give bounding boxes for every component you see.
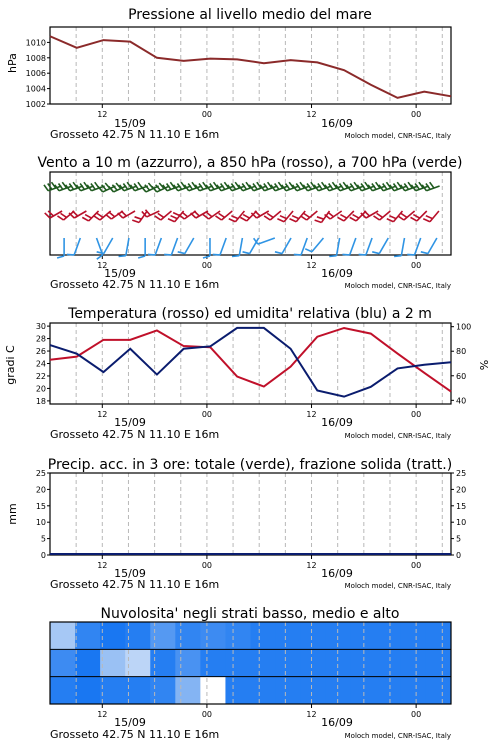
precip-ytick-label-right: 10 — [456, 518, 467, 528]
wind-barb-feather — [231, 216, 238, 219]
temp-frame — [50, 323, 451, 404]
wind-barb-feather — [213, 254, 220, 255]
wind-barb-feather — [164, 254, 171, 255]
wind-barb-feather — [377, 213, 383, 217]
wind-barb-feather — [182, 212, 188, 217]
wind-barb-700-hpa — [422, 182, 439, 191]
temp-xtick-label: 00 — [201, 410, 213, 419]
cloud-cell-basso — [301, 677, 327, 704]
cloud-cell-medio — [251, 649, 277, 676]
temp-ylabel: gradi C — [4, 345, 17, 385]
wind-barb-10-m — [294, 238, 307, 255]
cloud-cell-medio — [326, 649, 352, 676]
cloud-cell-alto — [75, 622, 101, 649]
cloud-location: Grosseto 42.75 N 11.10 E 16m — [50, 728, 220, 741]
cloud-cell-medio — [175, 649, 201, 676]
wind-barb-shaft — [415, 238, 421, 255]
cloud-cell-basso — [426, 677, 452, 704]
humidity-ytick-label: 60 — [456, 371, 467, 381]
wind-barb-feather — [203, 256, 210, 258]
temp-credit: Moloch model, CNR-ISAC, Italy — [344, 432, 451, 440]
temp-xtick-label: 12 — [306, 410, 317, 419]
wind-barb-shaft — [312, 238, 324, 252]
humidity-ytick-label: 40 — [456, 396, 467, 406]
humidity-ylabel: % — [478, 359, 491, 371]
wind-barb-feather — [203, 214, 209, 219]
temp-xtick-label: 12 — [97, 410, 108, 419]
cloud-cell-basso — [225, 677, 251, 704]
wind-location: Grosseto 42.75 N 11.10 E 16m — [50, 278, 220, 291]
temp-date-1: 15/09 — [114, 416, 146, 429]
wind-barb-feather — [329, 256, 336, 257]
cloud-title: Nuvolosita' negli strati basso, medio e alto — [100, 606, 400, 622]
wind-barb-feather — [135, 217, 142, 219]
wind-barb-feather — [44, 185, 48, 191]
wind-barb-feather — [158, 213, 164, 217]
precip-location: Grosseto 42.75 N 11.10 E 16m — [50, 578, 220, 591]
cloud-cell-basso — [276, 677, 302, 704]
wind-barb-shaft — [185, 238, 194, 254]
wind-xtick-label: 12 — [97, 261, 108, 270]
wind-barb-feather — [48, 211, 53, 216]
wind-barb-feather — [374, 216, 380, 220]
wind-barb-feather — [423, 219, 430, 222]
pressure-xtick-label: 12 — [306, 110, 317, 119]
wind-date-2: 16/09 — [321, 267, 353, 280]
cloud-cell-alto — [150, 622, 176, 649]
cloud-cell-basso — [401, 677, 427, 704]
wind-barb-10-m — [178, 238, 194, 254]
precip-ytick-label: 0 — [40, 551, 46, 560]
cloud-cell-basso — [150, 677, 176, 704]
wind-barb-10-m — [164, 238, 177, 255]
cloud-cell-alto — [301, 622, 327, 649]
wind-barb-shaft — [171, 238, 177, 255]
wind-barb-10-m — [372, 238, 388, 254]
wind-barb-shaft — [220, 238, 226, 255]
wind-barb-feather — [340, 215, 346, 219]
wind-barb-10-m — [305, 238, 323, 252]
wind-barb-feather — [407, 254, 414, 255]
wind-barb-feather — [359, 254, 366, 255]
wind-barb-feather — [401, 213, 407, 217]
precip-xtick-label: 00 — [201, 561, 213, 570]
wind-barb-shaft — [155, 238, 161, 255]
wind-barb-10-m — [359, 238, 372, 255]
cloud-cell-medio — [100, 649, 126, 676]
wind-barb-850-hpa — [132, 211, 147, 222]
precip-ytick-label: 15 — [35, 501, 46, 511]
wind-barb-10-m — [329, 238, 339, 256]
cloud-cell-alto — [326, 622, 352, 649]
wind-barb-feather — [426, 216, 433, 219]
wind-barb-feather — [194, 211, 199, 216]
precip-ytick-label-right: 20 — [456, 485, 467, 495]
pressure-ylabel: hPa — [6, 53, 19, 73]
wind-barb-shaft — [337, 238, 340, 256]
pressure-frame — [50, 27, 451, 104]
wind-barb-feather — [67, 254, 74, 255]
wind-barb-shaft — [235, 211, 244, 222]
wind-credit: Moloch model, CNR-ISAC, Italy — [344, 282, 451, 290]
temp-plot — [36, 322, 471, 419]
wind-barb-feather — [61, 213, 67, 217]
wind-barb-feather — [277, 219, 284, 222]
wind-barb-feather — [430, 182, 434, 188]
wind-barb-10-m — [407, 238, 420, 255]
pressure-location: Grosseto 42.75 N 11.10 E 16m — [50, 128, 220, 141]
wind-barb-feather — [301, 216, 307, 220]
precip-xtick-label: 12 — [306, 561, 317, 570]
wind-barb-10-m — [67, 238, 80, 255]
wind-barb-shaft — [428, 238, 437, 254]
cloud-cell-basso — [50, 677, 76, 704]
pressure-ytick-label: 1002 — [25, 100, 46, 109]
cloud-cell-basso — [200, 677, 226, 704]
temp-ytick-label: 30 — [35, 322, 46, 332]
cloud-xtick-label: 00 — [201, 710, 213, 719]
cloud-cell-alto — [125, 622, 151, 649]
wind-barb-feather — [82, 217, 88, 221]
precip-title: Precip. acc. in 3 ore: totale (verde), frazione solida (tratt.) — [47, 457, 453, 473]
cloud-cell-medio — [50, 649, 76, 676]
cloud-cell-alto — [401, 622, 427, 649]
wind-barb-feather — [57, 256, 64, 258]
precip-ytick-label-right: 15 — [456, 501, 467, 511]
wind-barb-shaft — [104, 238, 113, 254]
wind-barb-feather — [168, 219, 175, 222]
cloud-cell-alto — [426, 622, 452, 649]
wind-barb-feather — [138, 256, 145, 258]
cloud-cell-basso — [376, 677, 402, 704]
wind-barb-10-m — [421, 238, 437, 254]
pressure-ytick-label: 1006 — [25, 69, 46, 79]
pressure-xtick-label: 00 — [411, 110, 422, 119]
precip-ytick-label-right: 5 — [456, 534, 462, 544]
cloud-date-1: 15/09 — [114, 716, 146, 729]
wind-barb-feather — [109, 212, 115, 217]
wind-barb-feather — [171, 216, 178, 219]
wind-barb-700-hpa — [130, 182, 147, 191]
wind-barb-10-m — [213, 238, 226, 255]
cloud-xtick-label: 00 — [411, 710, 422, 719]
wind-barb-feather — [94, 216, 100, 220]
wind-barb-feather — [219, 213, 225, 217]
wind-barb-shaft — [366, 238, 372, 255]
wind-barb-feather — [243, 252, 250, 254]
wind-barb-feather — [290, 219, 297, 222]
wind-barb-feather — [57, 216, 63, 220]
wind-xtick-label: 00 — [411, 261, 422, 270]
humidity-ytick-label: 80 — [456, 347, 467, 357]
pressure-plot — [26, 27, 451, 119]
cloud-cell-alto — [100, 622, 126, 649]
wind-barb-feather — [72, 211, 77, 216]
wind-barb-feather — [240, 217, 246, 221]
cloud-cell-basso — [251, 677, 277, 704]
wind-barb-feather — [394, 256, 401, 257]
wind-barb-feather — [315, 220, 322, 222]
pressure-xtick-label: 00 — [201, 110, 213, 119]
temp-ytick-label: 20 — [35, 384, 46, 394]
wind-barb-shaft — [401, 238, 404, 256]
temp-ytick-label: 26 — [35, 347, 46, 357]
cloud-cell-medio — [150, 649, 176, 676]
wind-barb-850-hpa — [69, 211, 86, 218]
wind-barb-feather — [216, 216, 222, 220]
temp-date-2: 16/09 — [321, 416, 353, 429]
pressure-line — [50, 36, 451, 98]
pressure-date-1: 15/09 — [114, 117, 146, 130]
wind-barb-feather — [229, 219, 236, 222]
precip-xtick-label: 12 — [97, 561, 108, 570]
cloud-date-2: 16/09 — [321, 716, 353, 729]
wind-barb-feather — [398, 216, 404, 220]
precip-date-2: 16/09 — [321, 567, 353, 580]
cloud-cell-medio — [276, 649, 302, 676]
wind-xtick-label: 00 — [201, 261, 213, 270]
wind-barb-shaft — [74, 238, 80, 255]
wind-barb-feather — [317, 217, 324, 219]
cloud-cell-medio — [401, 649, 427, 676]
wind-barb-feather — [85, 215, 91, 219]
wind-barb-shaft — [258, 238, 275, 244]
wind-barb-10-m — [232, 238, 242, 256]
wind-barb-feather — [255, 211, 260, 216]
temp-title: Temperatura (rosso) ed umidita' relativa (blu) a 2 m — [68, 306, 432, 322]
wind-barb-shaft — [89, 211, 99, 221]
humidity-line — [50, 328, 451, 397]
wind-barb-feather — [364, 211, 369, 216]
cloud-cell-medio — [426, 649, 452, 676]
temp-location: Grosseto 42.75 N 11.10 E 16m — [50, 428, 220, 441]
pressure-title: Pressione al livello medio del mare — [128, 7, 372, 23]
precip-ylabel: mm — [6, 503, 19, 525]
cloud-cell-medio — [200, 649, 226, 676]
wind-xtick-label: 12 — [306, 261, 317, 270]
cloud-cell-medio — [376, 649, 402, 676]
wind-barb-feather — [232, 256, 239, 257]
precip-ytick-label-right: 25 — [456, 469, 467, 478]
wind-barb-shaft — [301, 238, 307, 255]
wind-barb-feather — [350, 217, 356, 221]
wind-barb-feather — [294, 254, 301, 255]
precip-xtick-label: 00 — [411, 561, 422, 570]
cloud-cell-medio — [125, 649, 151, 676]
wind-barb-feather — [155, 216, 161, 220]
wind-barb-feather — [304, 213, 310, 217]
cloud-cell-alto — [251, 622, 277, 649]
cloud-cell-basso — [175, 677, 201, 704]
cloud-xtick-label: 12 — [306, 710, 317, 719]
wind-barb-feather — [121, 211, 126, 216]
precip-ytick-label: 25 — [35, 469, 46, 478]
temp-ytick-label: 18 — [35, 396, 46, 406]
cloud-xtick-label: 12 — [97, 710, 108, 719]
wind-barb-feather — [353, 215, 359, 219]
wind-barb-feather — [148, 254, 155, 255]
wind-barb-10-m — [342, 238, 355, 255]
wind-barb-feather — [264, 216, 270, 220]
cloud-cell-basso — [125, 677, 151, 704]
wind-barb-shaft — [126, 238, 129, 256]
cloud-cell-alto — [225, 622, 251, 649]
cloud-cell-alto — [376, 622, 402, 649]
cloud-cell-basso — [326, 677, 352, 704]
precip-credit: Moloch model, CNR-ISAC, Italy — [344, 582, 451, 590]
wind-barb-10-m — [394, 238, 404, 256]
wind-barb-feather — [45, 213, 50, 218]
cloud-cell-alto — [276, 622, 302, 649]
pressure-ytick-label: 1008 — [25, 53, 46, 63]
cloud-cell-medio — [225, 649, 251, 676]
precip-ytick-label: 20 — [35, 485, 46, 495]
wind-barb-feather — [421, 252, 428, 254]
pressure-date-2: 16/09 — [321, 117, 353, 130]
cloud-cell-alto — [200, 622, 226, 649]
precip-ytick-label: 5 — [40, 534, 46, 544]
wind-barb-feather — [243, 215, 249, 219]
wind-barb-feather — [267, 213, 273, 217]
temp-ytick-label: 24 — [35, 359, 46, 369]
wind-barb-feather — [178, 252, 185, 254]
cloud-plot — [50, 622, 452, 719]
wind-barb-feather — [275, 252, 282, 254]
temperature-line — [50, 328, 451, 392]
cloud-cell-basso — [100, 677, 126, 704]
precip-date-1: 15/09 — [114, 567, 146, 580]
wind-barb-feather — [292, 216, 299, 219]
cloud-cell-alto — [175, 622, 201, 649]
cloud-cell-basso — [75, 677, 101, 704]
wind-barb-10-m — [97, 238, 103, 259]
wind-barb-shaft — [350, 238, 356, 255]
wind-barb-shaft — [282, 238, 291, 254]
pressure-ytick-label: 1004 — [25, 84, 46, 94]
pressure-credit: Moloch model, CNR-ISAC, Italy — [344, 132, 451, 140]
precip-ytick-label: 10 — [35, 518, 46, 528]
temp-ytick-label: 28 — [35, 334, 46, 344]
humidity-ytick-label: 100 — [456, 322, 472, 332]
wind-barb-feather — [119, 256, 126, 257]
wind-barb-10-m — [243, 238, 259, 254]
cloud-credit: Moloch model, CNR-ISAC, Italy — [344, 732, 451, 740]
precip-plot — [36, 469, 466, 570]
wind-barb-feather — [342, 254, 349, 255]
wind-barb-10-m — [275, 238, 291, 254]
temp-ytick-label: 22 — [35, 371, 46, 381]
cloud-cell-medio — [301, 649, 327, 676]
pressure-ytick-label: 1010 — [25, 38, 46, 48]
precip-ytick-label-right: 0 — [456, 551, 462, 560]
wind-date-1: 15/09 — [104, 267, 136, 280]
cloud-cell-medio — [75, 649, 101, 676]
pressure-xtick-label: 12 — [97, 110, 108, 119]
wind-barb-shaft — [430, 211, 439, 222]
wind-plot — [44, 172, 451, 270]
temp-xtick-label: 00 — [411, 410, 422, 419]
wind-barb-shaft — [379, 238, 388, 254]
wind-barb-feather — [338, 217, 344, 221]
wind-barb-feather — [372, 252, 379, 254]
wind-barb-shaft — [250, 238, 259, 254]
wind-barb-feather — [132, 220, 139, 222]
cloud-cell-alto — [50, 622, 76, 649]
wind-barb-feather — [106, 214, 112, 219]
wind-barb-10-m — [119, 238, 129, 256]
wind-barb-feather — [328, 212, 334, 217]
wind-barb-shaft — [239, 238, 242, 256]
wind-barb-feather — [305, 249, 312, 252]
wind-title: Vento a 10 m (azzurro), a 850 hPa (rosso), a 700 hPa (verde) — [37, 155, 463, 171]
precip-frame — [50, 473, 451, 555]
